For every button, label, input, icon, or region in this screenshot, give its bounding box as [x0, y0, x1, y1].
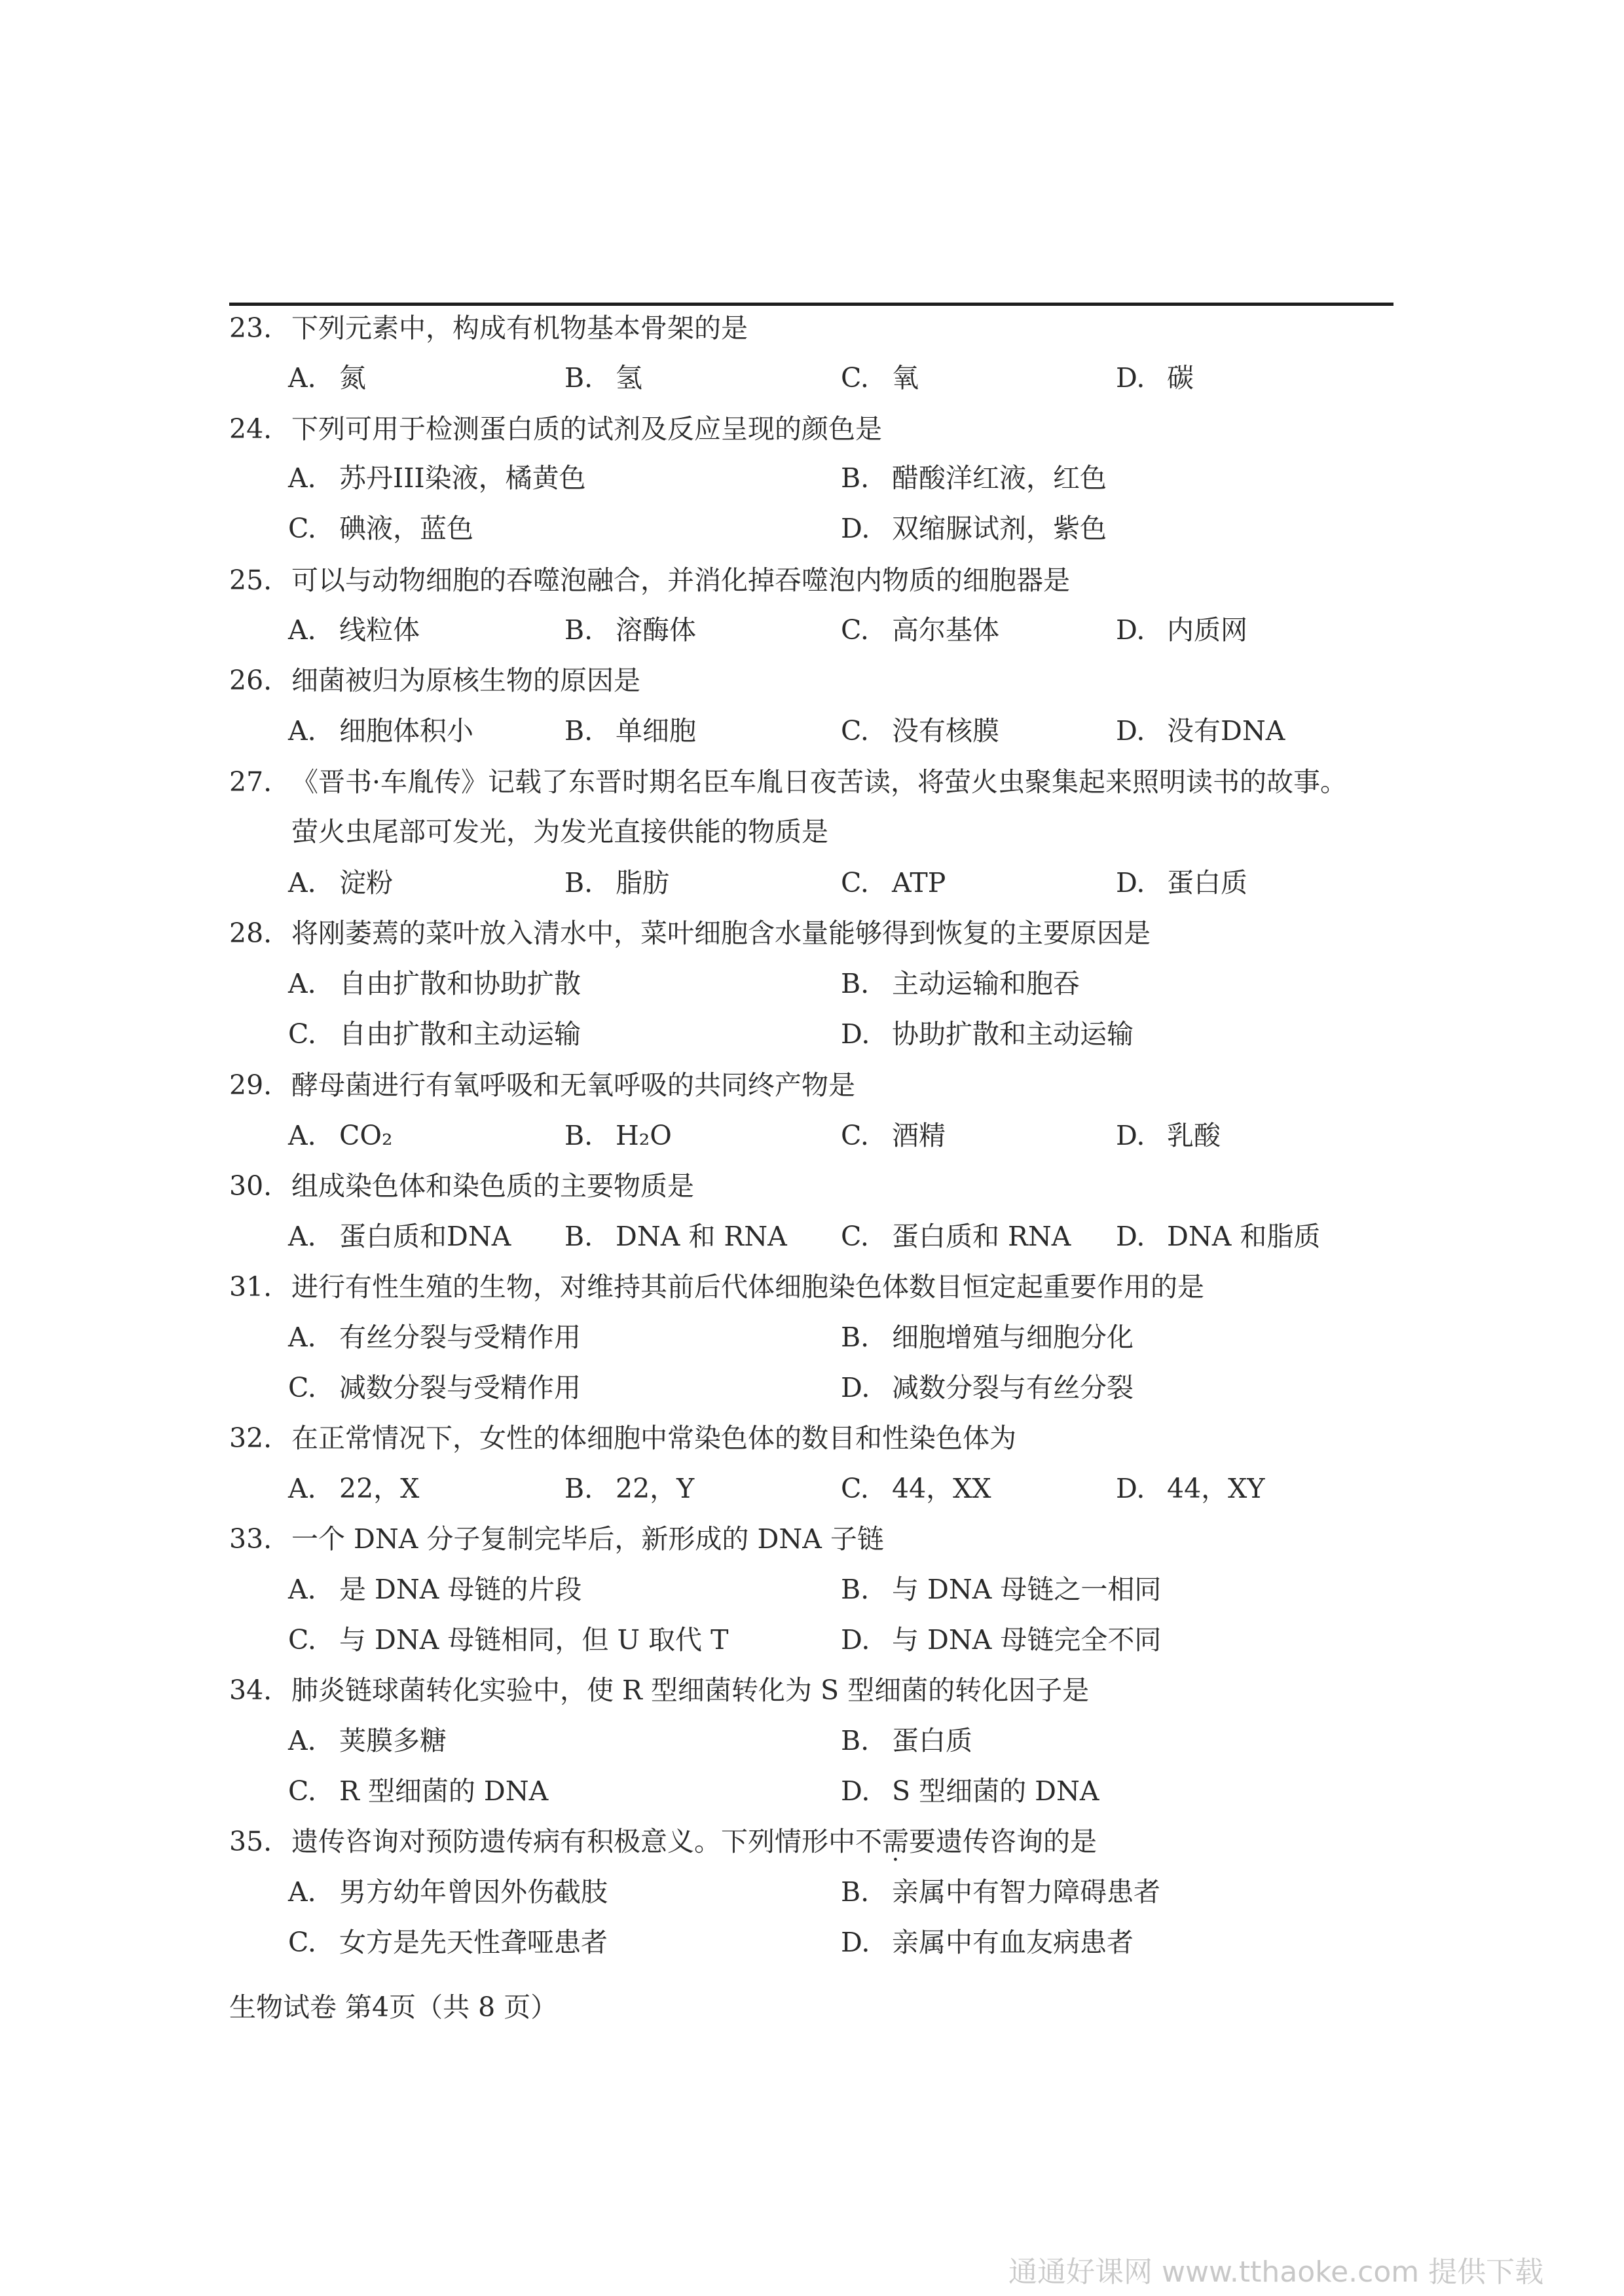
option-d: D. 亲属中有血友病患者 — [841, 1927, 1134, 1958]
option-d: D. 蛋白质 — [1116, 867, 1247, 898]
question-23-options — [0, 361, 1624, 394]
top-rule — [229, 303, 1393, 306]
option-b: B. 脂肪 — [564, 867, 669, 898]
question-31: 31. 进行有性生殖的生物，对维持其前后代体细胞染色体数目恒定起重要作用的是 — [229, 1271, 1204, 1303]
option-c: C. 蛋白质和 RNA — [841, 1221, 1071, 1252]
question-27-options — [0, 866, 1624, 899]
option-d: D. 与 DNA 母链完全不同 — [841, 1624, 1162, 1656]
option-b: B. 与 DNA 母链之一相同 — [841, 1574, 1162, 1605]
question-34-options-row1 — [0, 1724, 1624, 1757]
question-33-options-row1 — [0, 1573, 1624, 1606]
option-a: A. 蛋白质和DNA — [288, 1221, 511, 1252]
question-27-line2: 萤火虫尾部可发光，为发光直接供能的物质是 — [291, 816, 828, 847]
option-a: A. 男方幼年曾因外伤截肢 — [288, 1876, 608, 1908]
question-23: 23. 下列元素中，构成有机物基本骨架的是 — [229, 312, 748, 344]
question-25: 25. 可以与动物细胞的吞噬泡融合，并消化掉吞噬泡内物质的细胞器是 — [229, 565, 1070, 596]
question-28-options-row2 — [0, 1018, 1624, 1050]
question-24-options-row1 — [0, 462, 1624, 494]
emphasis-text: 不需要 — [855, 1826, 936, 1857]
question-28: 28. 将刚萎蔫的菜叶放入清水中，菜叶细胞含水量能够得到恢复的主要原因是 — [229, 917, 1151, 949]
option-b: B. DNA 和 RNA — [564, 1221, 787, 1252]
option-d: D. 乳酸 — [1116, 1120, 1221, 1151]
option-a: A. 线粒体 — [288, 614, 420, 646]
question-32-options — [0, 1472, 1624, 1505]
question-27: 27. 《晋书·车胤传》记载了东晋时期名臣车胤日夜苦读，将萤火虫聚集起来照明读书的故事。 — [229, 766, 1348, 798]
option-d: D. S 型细菌的 DNA — [841, 1775, 1099, 1807]
option-d: D. 44，XY — [1116, 1473, 1265, 1504]
option-d: D. 双缩脲试剂，紫色 — [841, 513, 1107, 544]
question-35-options-row1 — [0, 1876, 1624, 1908]
option-b: B. 亲属中有智力障碍患者 — [841, 1876, 1160, 1908]
option-b: B. 蛋白质 — [841, 1725, 972, 1756]
option-c: C. 自由扩散和主动运输 — [288, 1018, 581, 1050]
option-d: D. 内质网 — [1116, 614, 1247, 646]
option-c: C. 与 DNA 母链相同，但 U 取代 T — [288, 1624, 729, 1656]
question-34: 34. 肺炎链球菌转化实验中，使 R 型细菌转化为 S 型细菌的转化因子是 — [229, 1675, 1090, 1706]
question-26-options — [0, 714, 1624, 747]
option-c: C. 没有核膜 — [841, 715, 999, 747]
question-35: 35. 遗传咨询对预防遗传病有积极意义。下列情形中不需要遗传咨询的是 — [229, 1826, 1097, 1857]
option-c: C. 减数分裂与受精作用 — [288, 1372, 581, 1403]
option-c: C. 高尔基体 — [841, 614, 999, 646]
question-32: 32. 在正常情况下，女性的体细胞中常染色体的数目和性染色体为 — [229, 1422, 1016, 1454]
question-30: 30. 组成染色体和染色质的主要物质是 — [229, 1170, 694, 1202]
question-35-options-row2 — [0, 1926, 1624, 1959]
option-b: B. 主动运输和胞吞 — [841, 968, 1080, 999]
option-c: C. 44，XX — [841, 1473, 991, 1504]
option-a: A. 淀粉 — [288, 867, 393, 898]
option-d: D. 协助扩散和主动运输 — [841, 1018, 1134, 1050]
option-d: D. 没有DNA — [1116, 715, 1285, 747]
option-a: A. 是 DNA 母链的片段 — [288, 1574, 582, 1605]
watermark-text: 通通好课网 www.tthaoke.com 提供下载 — [1008, 2255, 1544, 2289]
option-b: B. H₂O — [564, 1120, 672, 1151]
option-a: A. 自由扩散和协助扩散 — [288, 968, 581, 999]
question-31-options-row2 — [0, 1371, 1624, 1404]
question-24: 24. 下列可用于检测蛋白质的试剂及反应呈现的颜色是 — [229, 413, 882, 445]
option-a: A. 细胞体积小 — [288, 715, 473, 747]
option-c: C. 酒精 — [841, 1120, 946, 1151]
option-b: B. 氢 — [564, 362, 642, 394]
question-25-options — [0, 614, 1624, 646]
option-c: C. R 型细菌的 DNA — [288, 1775, 549, 1807]
question-29-options — [0, 1119, 1624, 1152]
option-a: A. 氮 — [288, 362, 366, 394]
option-b: B. 单细胞 — [564, 715, 696, 747]
option-c: C. 氧 — [841, 362, 919, 394]
question-28-options-row1 — [0, 967, 1624, 1000]
question-33-options-row2 — [0, 1623, 1624, 1656]
option-a: A. 苏丹III染液，橘黄色 — [288, 462, 586, 494]
option-d: D. 减数分裂与有丝分裂 — [841, 1372, 1134, 1403]
option-a: A. 荚膜多糖 — [288, 1725, 447, 1756]
question-30-options — [0, 1220, 1624, 1253]
option-c: C. ATP — [841, 867, 946, 898]
option-b: B. 醋酸洋红液，红色 — [841, 462, 1107, 494]
question-33: 33. 一个 DNA 分子复制完毕后，新形成的 DNA 子链 — [229, 1523, 884, 1555]
option-d: D. DNA 和脂质 — [1116, 1221, 1321, 1252]
page-footer: 生物试卷 第4页（共 8 页） — [229, 1991, 558, 2023]
question-34-options-row2 — [0, 1775, 1624, 1807]
option-c: C. 碘液，蓝色 — [288, 513, 473, 544]
option-a: A. 22，X — [288, 1473, 420, 1504]
option-c: C. 女方是先天性聋哑患者 — [288, 1927, 608, 1958]
option-a: A. CO₂ — [288, 1120, 393, 1151]
option-a: A. 有丝分裂与受精作用 — [288, 1322, 581, 1353]
option-b: B. 细胞增殖与细胞分化 — [841, 1322, 1134, 1353]
question-31-options-row1 — [0, 1321, 1624, 1354]
option-b: B. 溶酶体 — [564, 614, 696, 646]
option-d: D. 碳 — [1116, 362, 1194, 394]
question-29: 29. 酵母菌进行有氧呼吸和无氧呼吸的共同终产物是 — [229, 1069, 855, 1101]
question-24-options-row2 — [0, 512, 1624, 545]
option-b: B. 22，Y — [564, 1473, 695, 1504]
question-26: 26. 细菌被归为原核生物的原因是 — [229, 665, 640, 696]
